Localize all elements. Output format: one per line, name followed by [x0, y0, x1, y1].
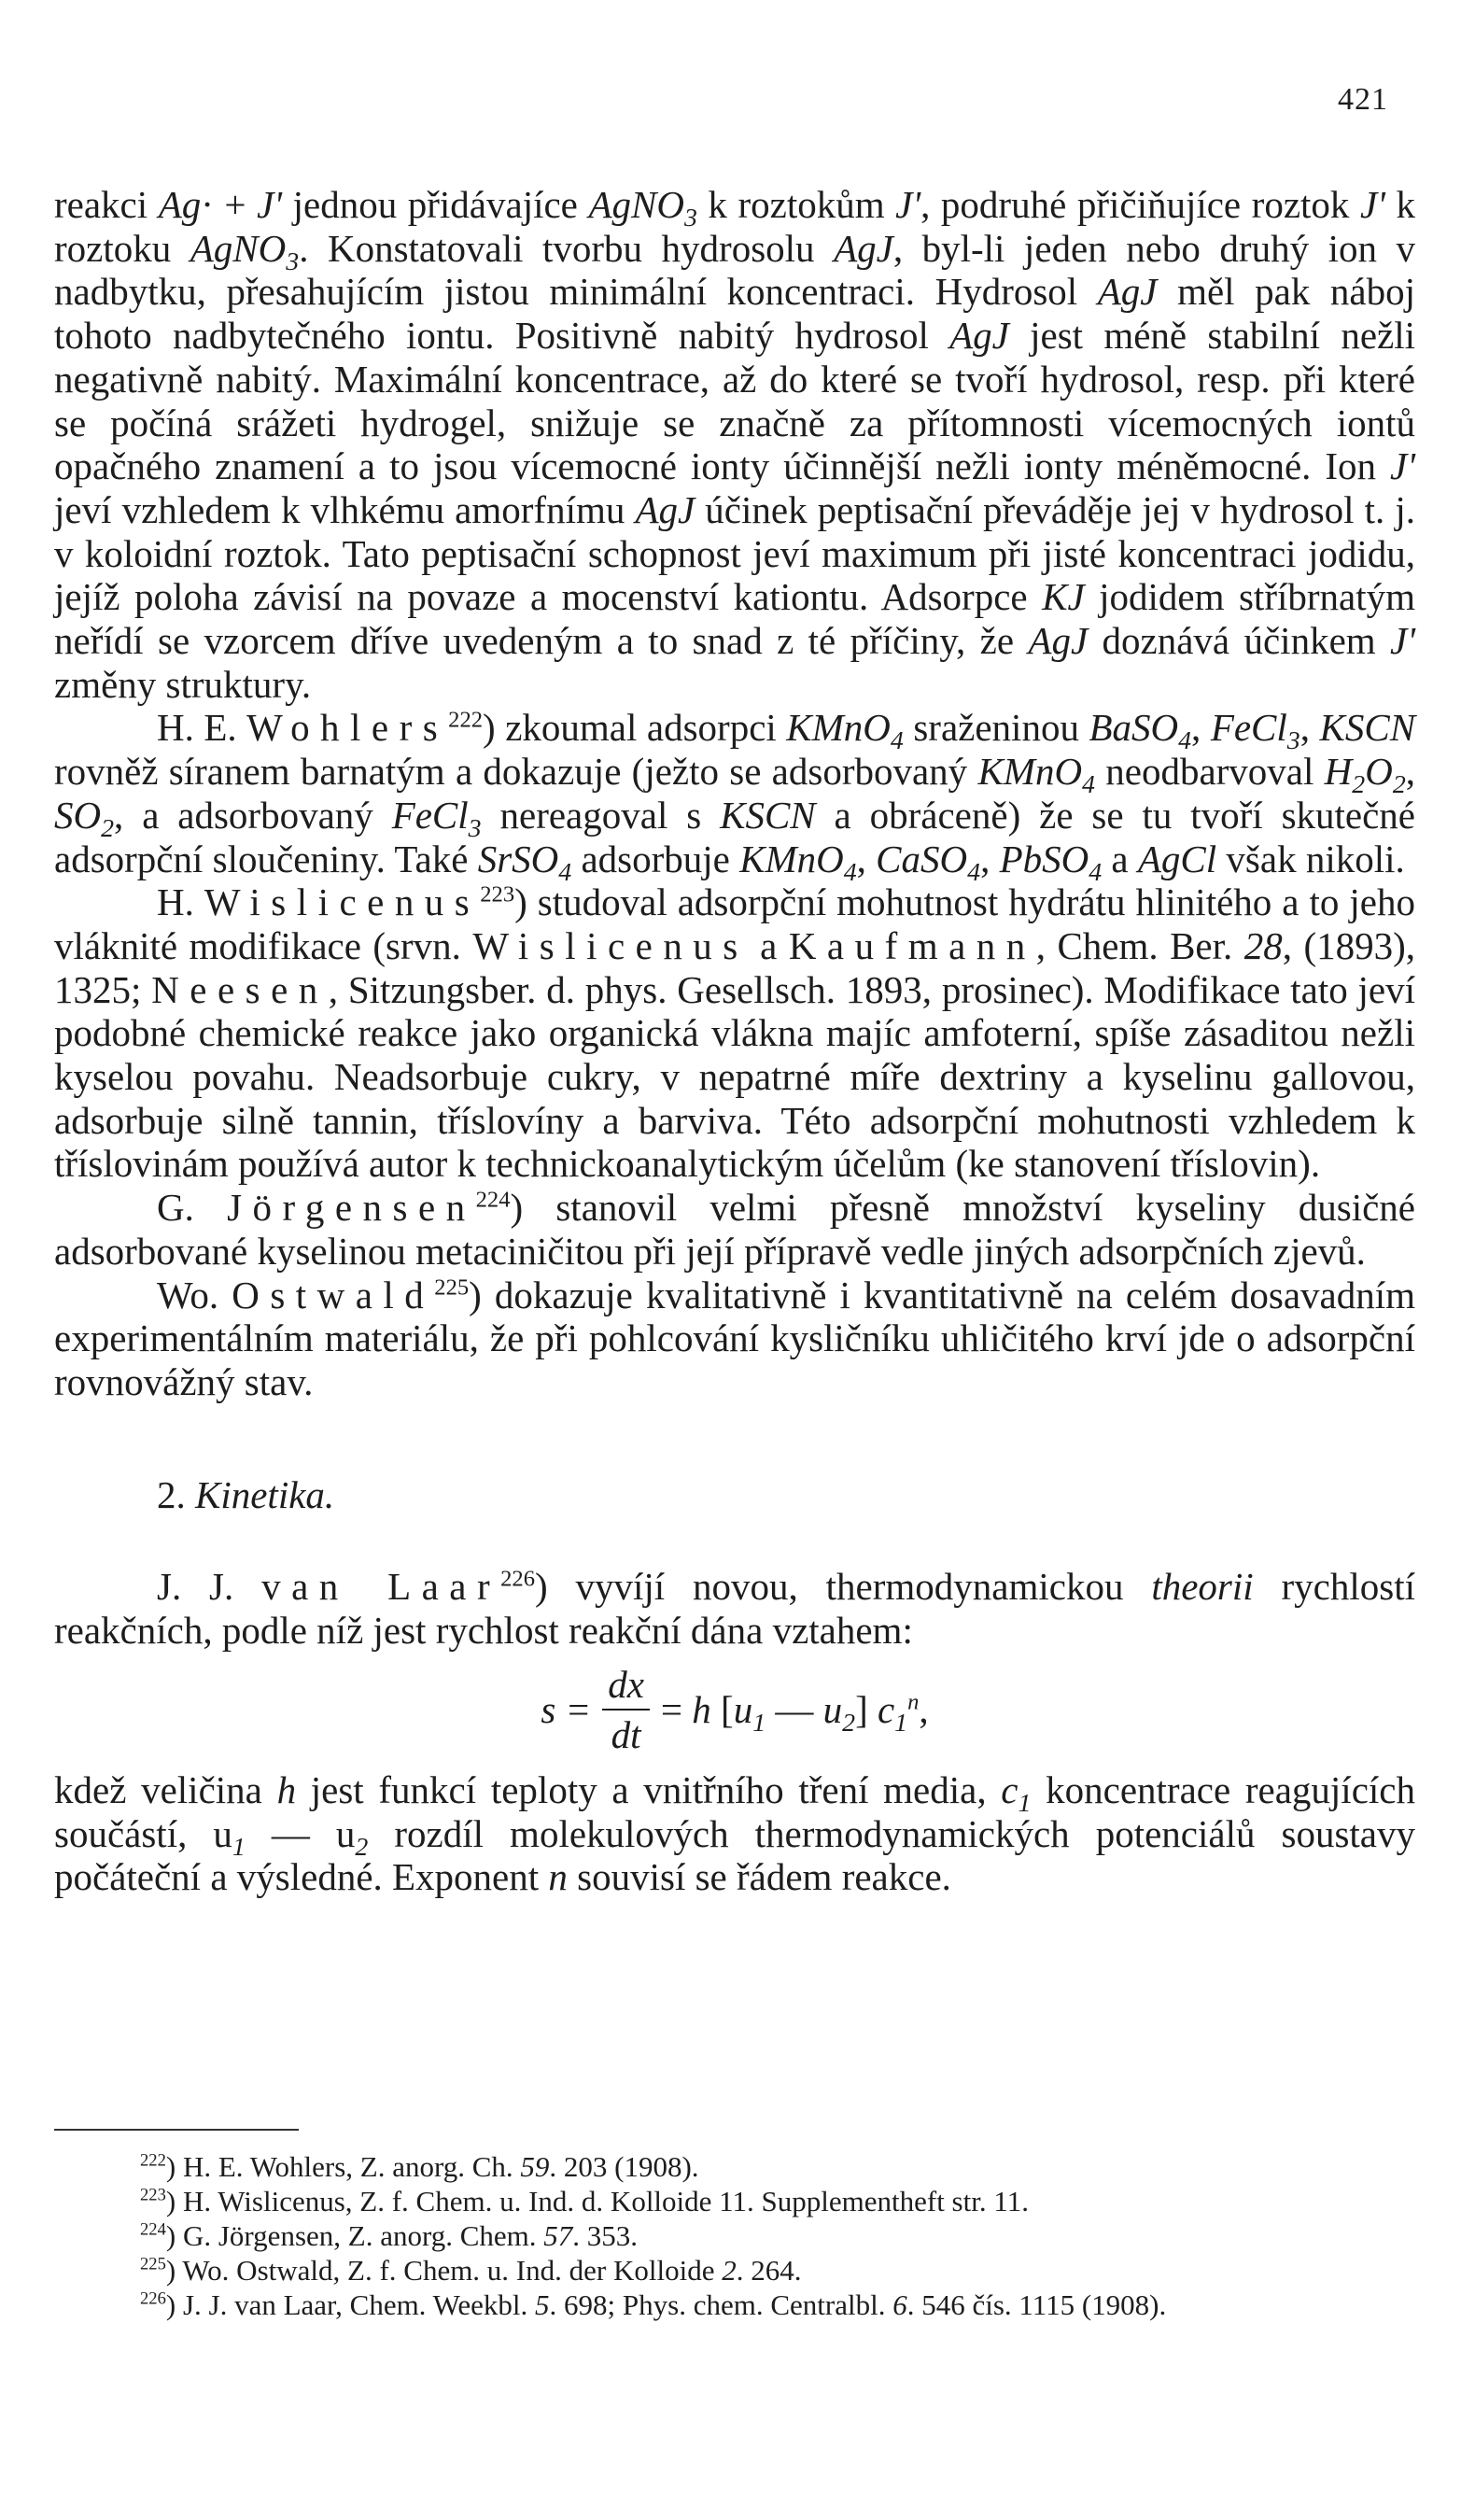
footnote: $^{226}$) J. J. van Laar, Chem. Weekbl. 5. 698; Phys. chem. Centralbl. 6. 546 čís. 1115 (1908).: [140, 2288, 1167, 2321]
footnote-ref: 226: [500, 1566, 536, 1592]
author-name: Jörgensen: [227, 1186, 476, 1230]
paragraph-jorgensen: G. Jörgensen$^{224}$) stanovil velmi přesně množství kyseliny dusičné adsorbované kyselinou metaciničitou při její přípravě vedle jiných adsorpčních zjevů.: [54, 1186, 1415, 1273]
footnote: $^{222}$) H. E. Wohlers, Z. anorg. Ch. 59. 203 (1908).: [140, 2150, 699, 2183]
fraction-dx-dt: $\frac{dx}{dt}$: [602, 1664, 650, 1755]
main-text: [54, 183, 1415, 1899]
footnote-ref: 225: [434, 1274, 470, 1300]
footnotes: [54, 2149, 1415, 2322]
paragraph-wislicenus: H. Wislicenus$^{223}$) studoval adsorpční mohutnost hydrátu hlinitého a to jeho vláknité modifikace (srvn. Wislicenus a Kaufmann, Chem. Ber. 28, (1893), 1325; Neesen, Sitzungsber. d. phys. Gesellsch. 1893, prosinec). Modifikace tato jeví podobné chemické reakce jako organická vlákna majíc amfoterní, spíše zásaditou nežli kyselou povahu. Neadsorbuje cukry, v nepatrné míře dextriny a kyselinu gallovou, adsorbuje silně tannin, tříslovíny a barviva. Této adsorpční mohutnosti vzhledem k tříslovinám používá autor k technickoanalytickým účelům (ke stanovení tříslovin).: [54, 880, 1416, 1186]
paragraph-wohlers: H. E. Wohlers$^{222}$) zkoumal adsorpci KMnO$_4$ sraženinou BaSO$_4$, FeCl$_3$, KSCN rovněž síranem barnatým a dokazuje (ježto se adsorbovaný KMnO$_4$ neodbarvoval $H_2O_2$, $SO_2$, a adsorbovaný FeCl$_3$ nereagoval s KSCN a obráceně) že se tu tvoří skutečné adsorpční sloučeniny. Také SrSO$_4$ adsorbuje KMnO$_4$, CaSO$_4$, PbSO$_4$ a AgCl však nikoli.: [54, 706, 1416, 887]
paragraph-agj-hydrosol: reakci Ag· + J' jednou přidávajíce AgNO$_3$ k roztokům J', podruhé přičiňujíce roztok J' k roztoku AgNO$_3$. Konstatovali tvorbu hydrosolu AgJ, byl-li jeden nebo druhý ion v nadbytku, přesahujícím jistou minimální koncentraci. Hydrosol AgJ měl pak náboj tohoto nadbytečného iontu. Positivně nabitý hydrosol AgJ jest méně stabilní nežli negativně nabitý. Maximální koncentrace, až do které se tvoří hydrosol, resp. při které se počíná srážeti hydrogel, snižuje se značně za přítomnosti vícemocných iontů opačného znamení a to jsou vícemocné ionty účinnější nežli ionty méněmocné. Ion J' jeví vzhledem k vlhkému amorfnímu AgJ účinek peptisační převáděje jej v hydrosol t. j. v koloidní roztok. Tato peptisační schopnost jeví maximum při jisté koncentraci jodidu, jejíž poloha závisí na povaze a mocenství kationtu. Adsorpce KJ jodidem stříbrnatým neřídí se vzorcem dříve uvedeným a to snad z té příčiny, že AgJ doznává účinkem J' změny struktury.: [54, 183, 1416, 706]
footnote-ref: 223: [480, 881, 515, 908]
footnote-divider: [54, 2129, 299, 2131]
author-name: van Laar: [261, 1565, 501, 1609]
rate-equation: s = $\frac{dx}{dt}$ = h [$u_1$ — $u_2$] $c_1^n$,: [541, 1662, 929, 1756]
footnote: $^{223}$) H. Wislicenus, Z. f. Chem. u. Ind. d. Kolloide 11. Supplementheft str. 11.: [140, 2185, 1029, 2217]
footnote-ref: 224: [475, 1187, 511, 1213]
section-heading-kinetika: 2. Kinetika.: [157, 1472, 335, 1516]
paragraph-ostwald: Wo. Ostwald$^{225}$) dokazuje kvalitativně i kvantitativně na celém dosavadním experimentálním materiálu, že při pohlcování kysličníku uhličitého krví jde o adsorpční rovnovážný stav.: [54, 1273, 1415, 1403]
author-name: Ostwald: [232, 1273, 435, 1316]
footnote: $^{225}$) Wo. Ostwald, Z. f. Chem. u. Ind. der Kolloide 2. 264.: [140, 2254, 802, 2287]
footnote: $^{224}$) G. Jörgensen, Z. anorg. Chem. 57. 353.: [140, 2219, 639, 2252]
author-name: Wislicenus: [204, 880, 481, 924]
page-number: 421: [1338, 82, 1388, 117]
paragraph-van-laar: J. J. van Laar$^{226}$) vyvíjí novou, thermodynamickou theorii rychlostí reakčních, podle níž jest rychlost reakční dána vztahem:: [54, 1565, 1415, 1653]
footnote-ref: 222: [448, 707, 484, 733]
author-name: Wohlers: [246, 706, 449, 750]
paragraph-formula-explanation: kdež veličina h jest funkcí teploty a vnitřního tření media, $c_1$ koncentrace reagujících součástí, $u_1$ — $u_2$ rozdíl molekulových thermodynamických potenciálů soustavy počáteční a výsledné. Exponent n souvisí se řádem reakce.: [54, 1767, 1416, 1899]
